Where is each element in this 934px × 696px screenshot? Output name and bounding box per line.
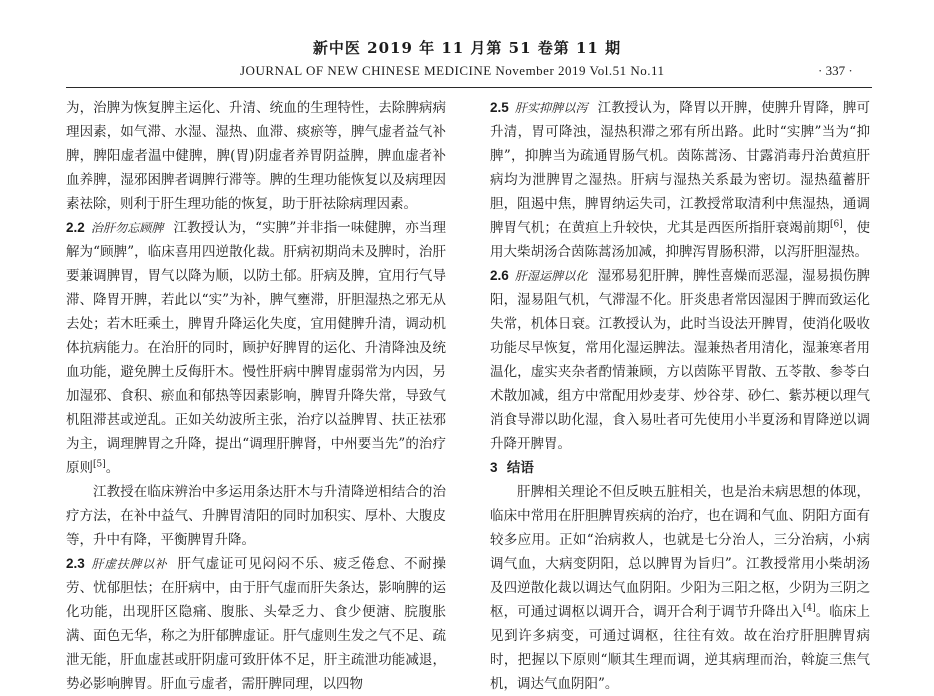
conclusion-body-continued: 。临床上见到许多病变，可通过调枢，往往有效。故在治疗肝胆脾胃病时，把握以下原则“顺其生理而调，逆其病理而治，斡旋三焦气机，调达气血阴阳”。 [490,604,871,692]
section-number: 2.6 [490,268,509,283]
section-title: 治肝勿忘顾脾 [90,221,164,235]
paragraph-spleen-treatment: 为，治脾为恢复脾主运化、升清、统血的生理特性，去除脾病病理因素，如气滞、水湿、湿热、血滞、痰瘀等，脾气虚者益气补脾，脾阳虚者温中健脾，脾(胃)阴虚者养胃阴益脾，脾血虚者补血养脾，湿邪困脾者调脾行滞等。脾的生理功能恢复以及病理因素祛除，则利于肝生理功能的恢复，助于肝祛除病理因素。 [66,100,446,212]
section-number: 3 [490,460,498,475]
section-2-5 [490,96,870,264]
section-2-2 [66,216,446,480]
section-2-3 [66,552,446,696]
paragraph-clinical-method: 江教授在临床辨治中多运用条达肝木与升清降逆相结合的治疗方法，在补中益气、升脾胃清阳的同时加积实、厚朴、大腹皮等，升中有降，平衡脾胃升降。 [66,484,446,548]
paragraph-conclusion [490,480,870,696]
section-body: 江教授认为，“实脾”并非指一味健脾，亦当理解为“顾脾”，临床喜用四逆散化裁。肝病初期尚未及脾时，治肝要兼调脾胃，胃气以降为顺，以防土郁。肝病及脾，宜用行气导滞、降胃开脾，若此以“实”为补，脾气壅滞，肝胆湿热之邪无从去处；若木旺乘土，脾胃升降运化失度，宜用健脾升清，调动机体抗病能力。在治肝的同时，顾护好脾胃的运化、升清降浊及统血功能，避免脾土反侮肝木。慢性肝病中脾胃虚弱常为内因，另加湿邪、食积、瘀血和郁热等因素影响，脾胃升降失常，导致气机阻滞甚或逆乱。正如关幼波所主张，治疗以益脾胃、扶正祛邪为主，调理脾胃之升降，提出“调理肝脾肾，中州要当先”的治疗原则 [66,220,446,476]
journal-title-english: JOURNAL OF NEW CHINESE MEDICINE November 2019 Vol.51 No.11 [240,63,665,78]
citation: [6] [830,219,843,230]
conclusion-body: 肝脾相关理论不但反映五脏相关，也是治未病思想的体现，临床中常用在肝胆脾胃疾病的治疗，也在调和气血、阴阳方面有较多应用。正如“治病救人，也就是七分治人，三分治病，小病调气血，大病变阴阳，总以脾胃为旨归”。江教授常用小柴胡汤及四逆散化裁以调达气血阴阳。少阳为三阳之枢，少阴为三阴之枢，可通过调枢以调开合，调开合利于调节升降出入 [490,484,870,620]
section-number: 2.5 [490,100,509,115]
right-column [490,96,870,696]
page-number: · 337 · [818,63,853,78]
section-title: 肝实抑脾以泻 [514,101,588,115]
section-3-heading [490,456,870,480]
journal-title-chinese: 新中医 2019 年 11 月第 51 卷第 11 期 [312,39,622,57]
citation: [4] [802,603,816,614]
sentence-end: 。 [105,460,120,476]
section-title: 肝虚扶脾以补 [90,557,168,571]
section-number: 2.3 [66,556,85,571]
left-column [66,96,446,696]
section-title: 结语 [506,460,534,476]
section-number: 2.2 [66,220,85,235]
running-header [0,0,934,90]
section-title: 肝湿运脾以化 [514,269,588,283]
section-body: 江教授认为，降胃以开脾，使脾升胃降，脾可升清，胃可降浊，湿热积滞之邪有所出路。此时“实脾”当为“抑脾”，抑脾当为疏通胃肠气机。茵陈蒿汤、甘露消毒丹治黄疸肝病均为泄脾胃之湿热。肝病与湿热关系最为密切。湿热蕴蓄肝胆，阻遏中焦，脾胃纳运失司，江教授常取清利中焦湿热，通调脾胃气机；在黄疸上升较快，尤其是西医所指肝衰竭前期 [490,100,870,236]
section-body: 肝气虚证可见闷闷不乐、疲乏倦怠、不耐操劳、忧郁胆怯；在肝病中，由于肝气虚而肝失条达，影响脾的运化功能，出现肝区隐痛、腹胀、头晕乏力、食少便溏、脘腹胀满、面色无华，称之为肝郁脾虚证。肝气虚则生发之气不足、疏泄无能，肝血虚甚或肝阴虚可致肝体不足，肝主疏泄功能减退，势必影响脾胃。肝血亏虚者，需肝脾同理，以四物 [66,556,446,692]
section-body: 湿邪易犯肝脾，脾性喜燥而恶湿，湿易损伤脾阳，湿易阻气机，气滞湿不化。肝炎患者常因湿困于脾而致运化失常，机体日衰。江教授认为，此时当设法开脾胃，使消化吸收功能尽早恢复，常用化湿运脾法。湿兼热者用清化，湿兼寒者用温化，虚实夹杂者酌情兼顾，方以茵陈平胃散、五苓散、参苓白术散加减，组方中常配用炒麦芽、炒谷芽、砂仁、紫苏梗以理气消食导滞以助化湿，食入易吐者可先使用小半夏汤和胃降逆以调升降开脾胃。 [490,268,870,452]
section-2-6 [490,264,870,456]
header-rule [66,87,872,88]
citation: [5] [93,459,106,470]
section-body-continued: ，使用大柴胡汤合茵陈蒿汤加减，抑脾泻胃肠积滞，以泻肝胆湿热。 [490,220,871,260]
